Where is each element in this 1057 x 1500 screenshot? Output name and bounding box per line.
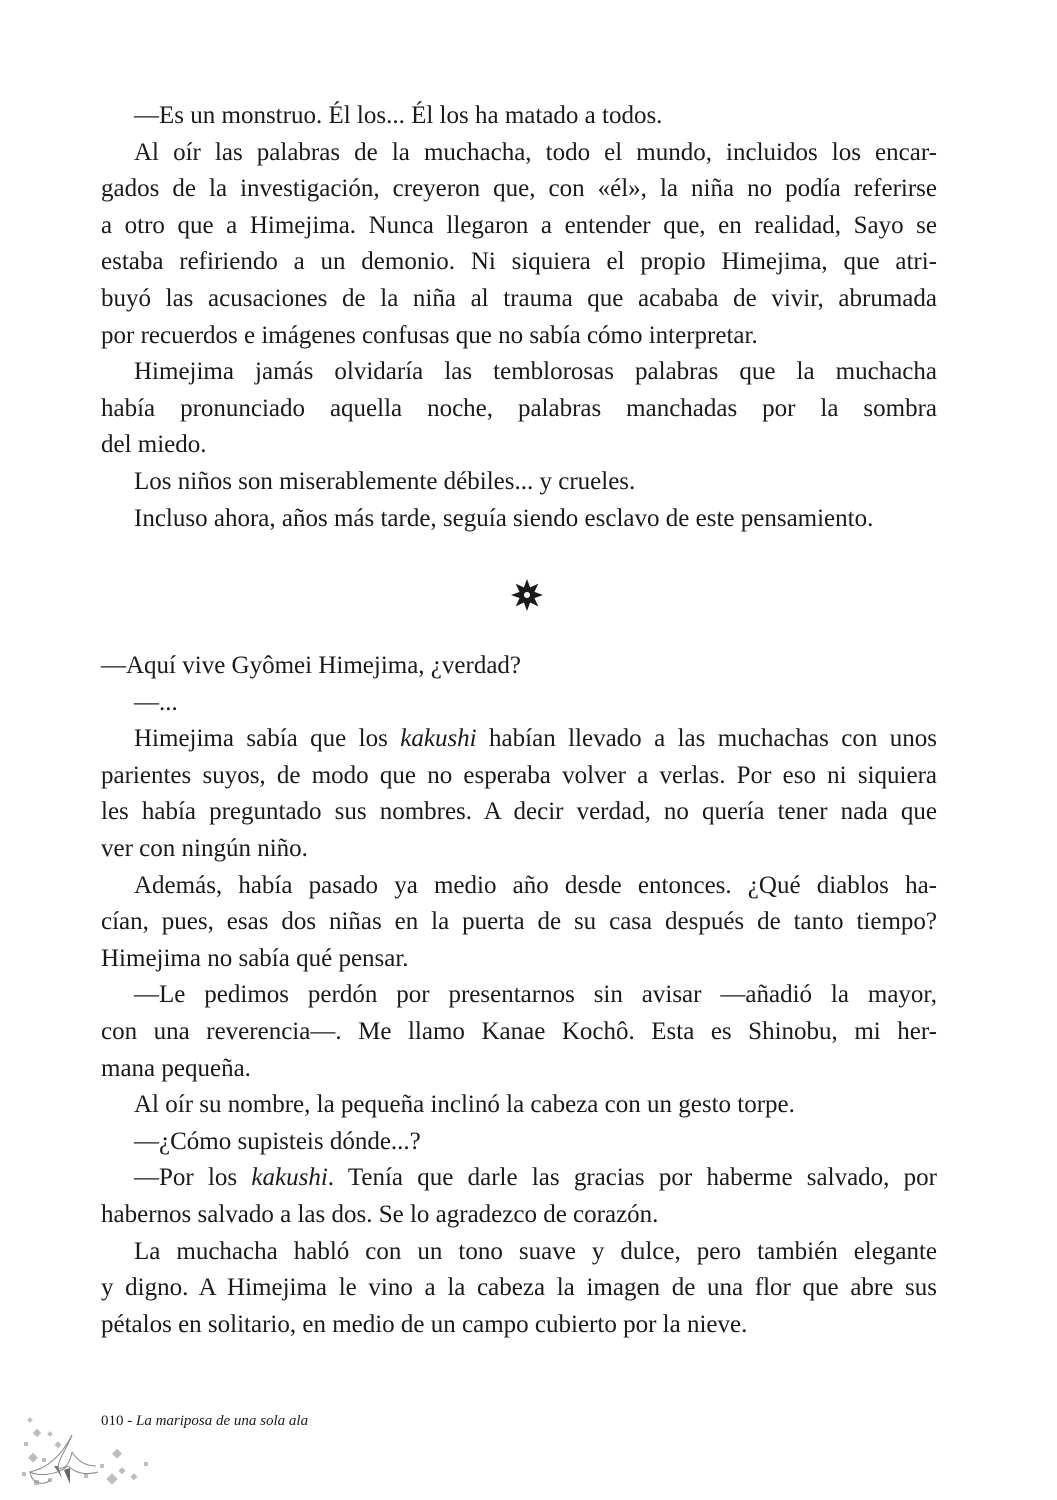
text-line: parientes suyos, de modo que no esperaba volver a verlas. Por eso ni siquiera	[101, 761, 937, 789]
text-line: estaba refiriendo a un demonio. Ni siquiera el propio Himejima, que atri-	[101, 248, 937, 276]
text-line: ver con ningún niño.	[101, 835, 308, 862]
line-text: —Por los	[134, 1164, 252, 1192]
text-line: gados de la investigación, creyeron que, con «él», la niña no podía referirse	[101, 175, 937, 203]
text-line: La muchacha habló con un tono suave y dulce, pero también elegante	[134, 1237, 937, 1265]
flower-ornament-icon	[510, 578, 544, 612]
book-title: La mariposa de una sola ala	[136, 1413, 309, 1429]
page-number: 010	[101, 1413, 124, 1429]
text-line: con una reverencia—. Me llamo Kanae Kochô. Esta es Shinobu, mi her-	[101, 1018, 937, 1045]
text-line: pétalos en solitario, en medio de un campo cubierto por la nieve.	[101, 1310, 748, 1338]
text-line: y digno. A Himejima le vino a la cabeza la imagen de una flor que abre sus	[101, 1274, 937, 1302]
text-line: —Aquí vive Gyômei Himejima, ¿verdad?	[101, 652, 522, 679]
text-line: por recuerdos e imágenes confusas que no sabía cómo interpretar.	[101, 321, 758, 349]
text-line: Himejima no sabía qué pensar.	[101, 944, 409, 972]
italic-term: kakushi	[251, 1164, 328, 1192]
text-line	[101, 724, 937, 754]
text-line: —...	[134, 688, 178, 716]
text-line: cían, pues, esas dos niñas en la puerta de su casa después de tanto tiempo?	[101, 908, 937, 936]
line-text: habían llevado a las muchachas con unos	[476, 725, 937, 753]
text-line: les había preguntado sus nombres. A decir verdad, no quería tener nada que	[101, 798, 937, 826]
text-line: Al oír las palabras de la muchacha, todo el mundo, incluidos los encar-	[134, 138, 937, 166]
text-line: había pronunciado aquella noche, palabras manchadas por la sombra	[101, 394, 937, 422]
text-line: del miedo.	[101, 431, 207, 459]
text-line: mana pequeña.	[101, 1054, 251, 1082]
text-line: —Le pedimos perdón por presentarnos sin avisar —añadió la mayor,	[134, 981, 937, 1009]
italic-term: kakushi	[400, 725, 477, 753]
line-text: Himejima sabía que los	[134, 725, 401, 753]
text-line: Incluso ahora, años más tarde, seguía siendo esclavo de este pensamiento.	[134, 504, 874, 532]
text-line: a otro que a Himejima. Nunca llegaron a entender que, en realidad, Sayo se	[101, 211, 937, 239]
butterfly-icon	[8, 1380, 148, 1490]
line-text: . Tenía que darle las gracias por haberme salvado, por	[327, 1164, 937, 1192]
page-footer	[101, 1413, 308, 1430]
text-line: Himejima jamás olvidaría las temblorosas palabras que la muchacha	[134, 358, 937, 386]
footer-separator: -	[123, 1413, 136, 1429]
text-line: Al oír su nombre, la pequeña inclinó la cabeza con un gesto torpe.	[134, 1091, 795, 1119]
text-line: —Es un monstruo. Él los... Él los ha matado a todos.	[134, 102, 663, 129]
text-line	[101, 1163, 937, 1193]
text-line: —¿Cómo supisteis dónde...?	[134, 1127, 421, 1155]
text-line: Además, había pasado ya medio año desde entonces. ¿Qué diablos ha-	[134, 871, 937, 899]
text-line: habernos salvado a las dos. Se lo agradezco de corazón.	[101, 1201, 659, 1228]
text-line: buyó las acusaciones de la niña al trauma que acababa de vivir, abrumada	[101, 285, 937, 312]
text-line: Los niños son miserablemente débiles... y crueles.	[134, 468, 636, 495]
